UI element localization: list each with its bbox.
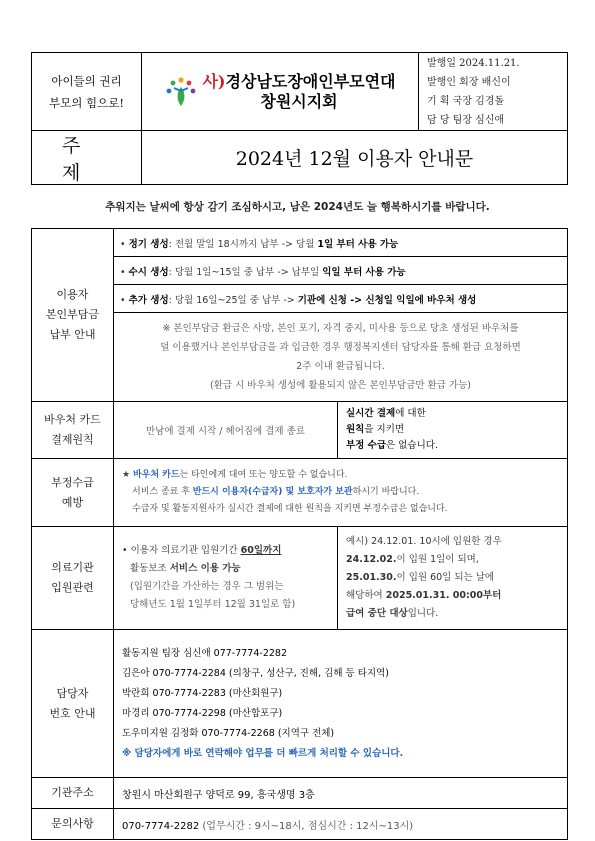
contact-item: 박란희 070-7774-2283 (마산회원구) [122,687,283,699]
manager: 담 당 팀장 심신애 [427,114,505,126]
payment-regular: • 정기 생성: 전월 말일 18시까지 납부 -> 당월 1일 부터 사용 가능 [114,229,568,257]
contacts-list [114,630,568,778]
address-row [32,778,568,809]
inquiry-label: 문의사항 [32,809,114,840]
payment-row-regular [32,229,568,257]
info-table [31,228,568,840]
motto-line1: 아이들의 권리 [51,73,122,88]
hospital-rule: • 이용자 의료기관 입원기간 60일까지 활동보조 서비스 이용 가능 (입원기간을 가산하는 경우 그 범위는 당해년도 1월 1일부터 12월 31일로 함) [114,527,338,630]
contacts-row [32,630,568,778]
org-prefix: 사) [202,71,226,91]
publication-info [419,53,567,130]
subject-title: 2024년 12월 이용자 안내문 [235,148,474,170]
contact-item: 활동지원 팀장 심신애 077-7774-2282 [122,647,287,659]
misuse-row [32,459,568,527]
contact-item: 마경리 070-7774-2298 (마산합포구) [122,707,283,719]
hospital-label: 의료기관 입원관련 [32,527,114,630]
motto-line2: 부모의 힘으로! [49,95,124,110]
hospital-row [32,527,568,630]
publisher: 발행인 회장 배신이 [427,76,511,88]
voucher-label: 바우처 카드 결제원칙 [32,402,114,459]
hospital-example: 예시) 24.12.01. 10시에 입원한 경우 24.12.02.이 입원 1일이 되며, 25.01.30.이 입원 60일 되는 날에 해당하여 2025.01.31. 00:00부터 급여 중단 대상입니다. [338,527,568,630]
contacts-note: ※ 담당자에게 바로 연락해야 업무를 더 빠르게 처리할 수 있습니다. [122,747,404,759]
org-name: 경상남도장애인부모연대 [225,71,396,91]
document-header [31,52,568,131]
payment-label: 이용자 본인부담금 납부 안내 [32,229,114,402]
organization-logo-icon [164,75,198,109]
misuse-label: 부정수급 예방 [32,459,114,527]
inquiry-phone: 070-7774-2282 [122,820,200,832]
address-label: 기관주소 [32,778,114,809]
motto [32,53,142,130]
contact-item: 도우미지원 김정화 070-7774-2268 (지역구 전체) [122,727,335,739]
planner: 기 획 국장 김경돌 [427,95,505,107]
payment-occasional: • 수시 생성: 당월 1일~15일 중 납부 -> 납부일 익일 부터 사용 가능 [114,257,568,285]
subject-label: 주제 [32,131,142,184]
org-branch: 창원시지회 [260,91,338,111]
payment-extra: • 추가 생성: 당월 16일~25일 중 납부 -> 기관에 신청 -> 신청일 익일에 바우처 생성 [114,285,568,313]
subject-row [31,131,568,185]
inquiry-hours: (업무시간 : 9시~18시, 점심시간 : 12시~13시) [199,820,414,832]
voucher-principle: 만남에 결제 시작 / 헤어짐에 결제 종료 [114,402,338,459]
greeting: 추워지는 날씨에 항상 감기 조심하시고, 남은 2024년도 늘 행복하시기를 바랍니다. [105,201,490,213]
address-value: 창원시 마산회원구 양덕로 99, 흥국생명 3층 [114,778,568,809]
contact-item: 김은아 070-7774-2284 (의창구, 성산구, 진해, 김해 등 타지역) [122,667,389,679]
pub-date: 발행일 2024.11.21. [427,57,520,69]
inquiry-row [32,809,568,840]
voucher-row [32,402,568,459]
inquiry-value [114,809,568,840]
organization [142,53,419,130]
refund-note: ※ 본인부담금 환급은 사망, 본인 포기, 자격 중지, 미사용 등으로 당초 생성된 바우처를 덜 이용했거나 본인부담금을 과 입금한 경우 행정복지센터 담당자를 통해 환급 요청하면 2주 이내 환급됩니다. (환급 시 바우처 생성에 활용되지 않은 본인부담금만 환급 가능) [114,313,568,402]
voucher-realtime: 실시간 결제에 대한 원칙을 지키면 부정 수급은 없습니다. [338,402,568,459]
contacts-label: 담당자 번호 안내 [32,630,114,778]
misuse-content: ★ 바우처 카드는 타인에게 대여 또는 양도할 수 없습니다. 서비스 종료 후 반드시 이용자(수급자) 및 보호자가 보관하시기 바랍니다. 수급자 및 활동지원사가 실시간 결제에 대한 원칙을 지키면 부정수급은 없습니다. [114,459,568,527]
star-icon: ★ [122,470,131,480]
